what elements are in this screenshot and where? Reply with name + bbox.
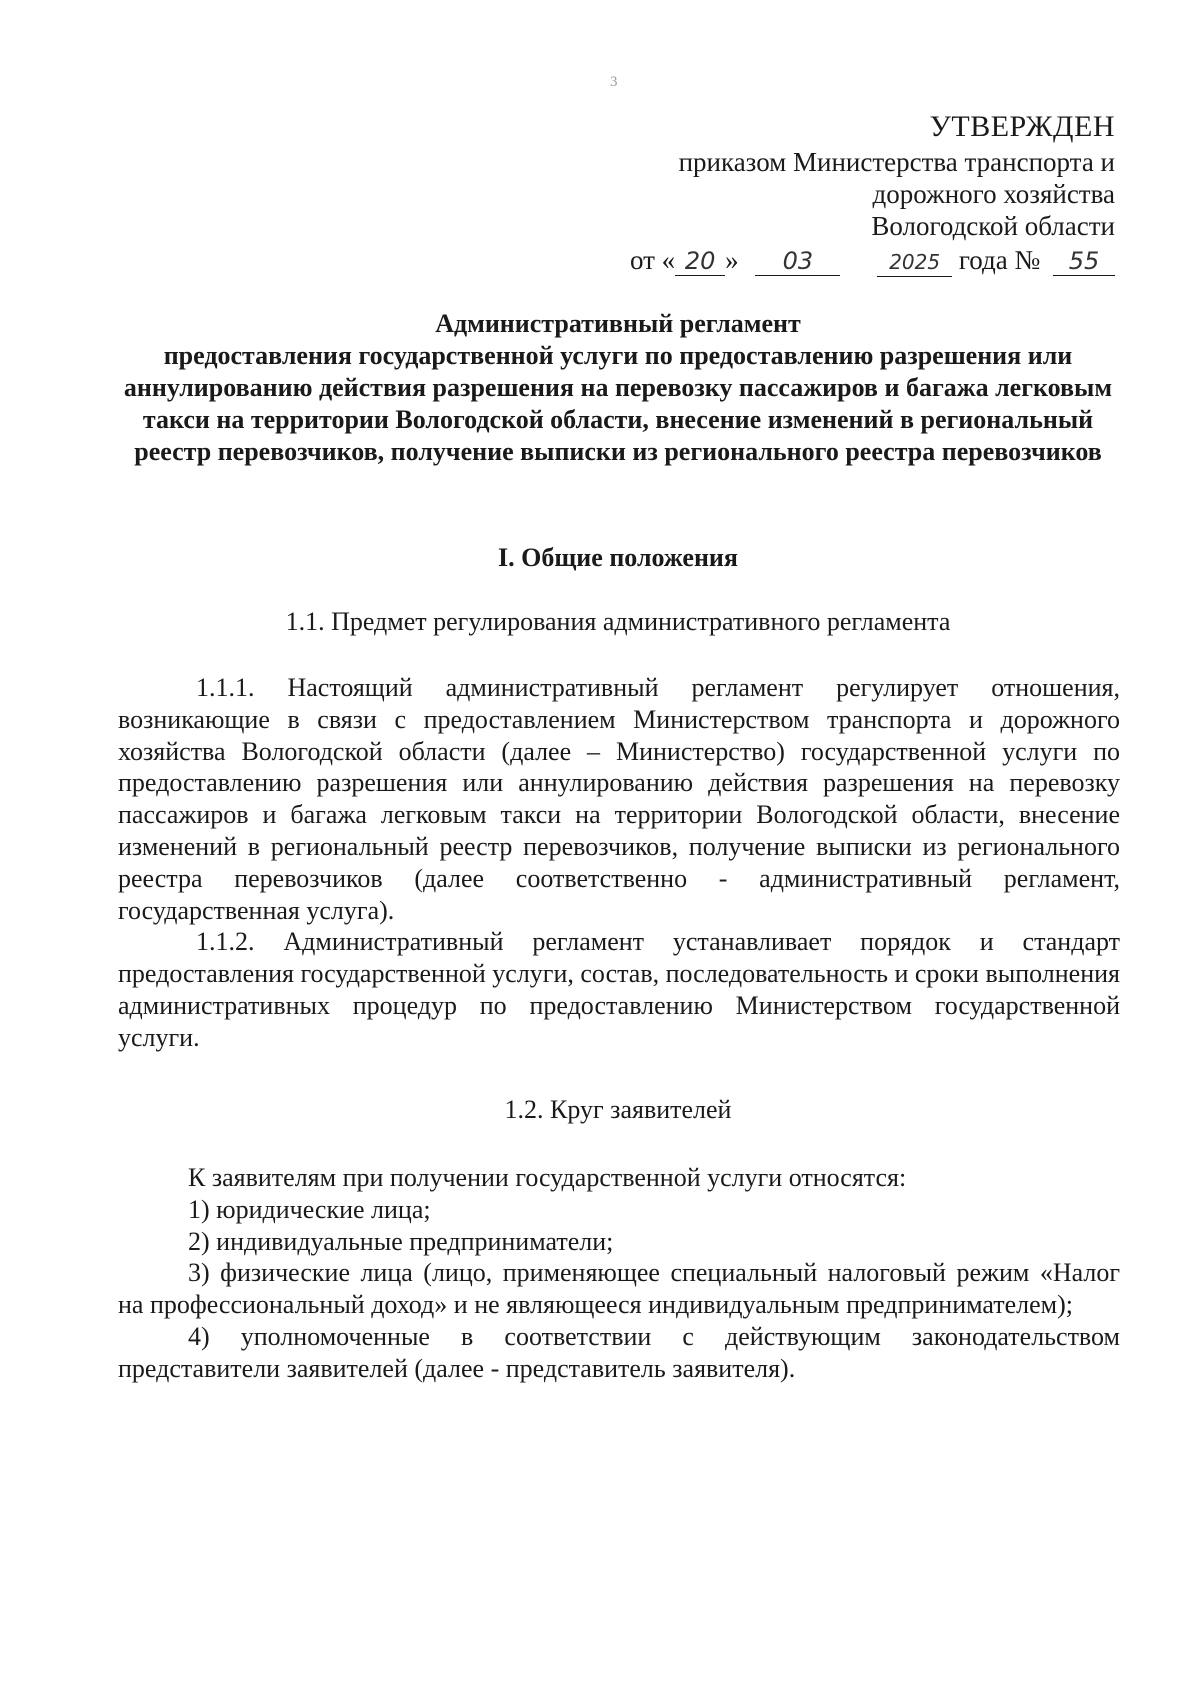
section-heading-general: I. Общие положения [498, 543, 738, 572]
approval-stamp-block [630, 108, 1115, 277]
handwritten-month: 03 [755, 247, 840, 276]
applicant-item-3: 3) физические лица (лицо, применяющее специальный налоговый режим «Налог на профессиональный доход» и не являющееся индивидуальным предпринимателем); [118, 1258, 1120, 1320]
handwritten-year: 2025 [877, 248, 952, 277]
handwritten-order-number: 55 [1053, 247, 1115, 276]
applicants-intro: К заявителям при получении государственной услуги относятся: [188, 1163, 907, 1192]
applicant-item-2: 2) индивидуальные предприниматели; [188, 1226, 614, 1256]
title-line-2: предоставления государственной услуги по предоставлению разрешения или аннулированию действия разрешения на перевозку пассажиров и багажа легковым такси на территории Вологодской области, внесение изменений в региональный реестр перевозчиков, получение выписки из регионального реестра перевозчиков [123, 341, 1113, 466]
approval-line-2: дорожного хозяйства [872, 179, 1115, 209]
applicant-item-1: 1) юридические лица; [188, 1194, 431, 1224]
approval-line-3: Вологодской области [871, 211, 1115, 241]
paragraph-1-1-1: 1.1.1. Настоящий административный регламент регулирует отношения, возникающие в связи с предоставлением Министерством транспорта и дорожного хозяйства Вологодской области (далее – Министерство) государственной услуги по предоставлению разрешения или аннулированию действия разрешения на перевозку пассажиров и багажа легковым такси на территории Вологодской области, внесение изменений в региональный реестр перевозчиков, получение выписки из регионального реестра перевозчиков (далее соответственно - административный регламент, государственная услуга). [118, 673, 1120, 925]
paragraph-1-1-2: 1.1.2. Административный регламент устанавливает порядок и стандарт предоставления государственной услуги, состав, последовательность и сроки выполнения административных процедур по предоставлению Министерством государственной услуги. [118, 927, 1120, 1052]
section-1-1-body [118, 672, 1120, 1054]
approval-date-line [630, 244, 1115, 277]
document-title [118, 308, 1118, 468]
date-mid: » [725, 245, 739, 275]
date-prefix: от « [629, 245, 676, 275]
title-line-1: Административный регламент [435, 309, 801, 338]
subsection-heading-1-2: 1.2. Круг заявителей [504, 1095, 732, 1124]
handwritten-day: 20 [675, 247, 725, 276]
date-suffix: года № [958, 245, 1041, 275]
subsection-heading-1-1: 1.1. Предмет регулирования административного регламента [285, 607, 951, 636]
section-1-2-body [118, 1162, 1120, 1385]
approval-line-1: приказом Министерства транспорта и [678, 147, 1115, 177]
applicant-item-4: 4) уполномоченные в соответствии с действующим законодательством представители заявителей (далее - представитель заявителя). [118, 1321, 1120, 1383]
approved-label: УТВЕРЖДЕН [929, 110, 1115, 143]
page-number: 3 [610, 74, 618, 90]
